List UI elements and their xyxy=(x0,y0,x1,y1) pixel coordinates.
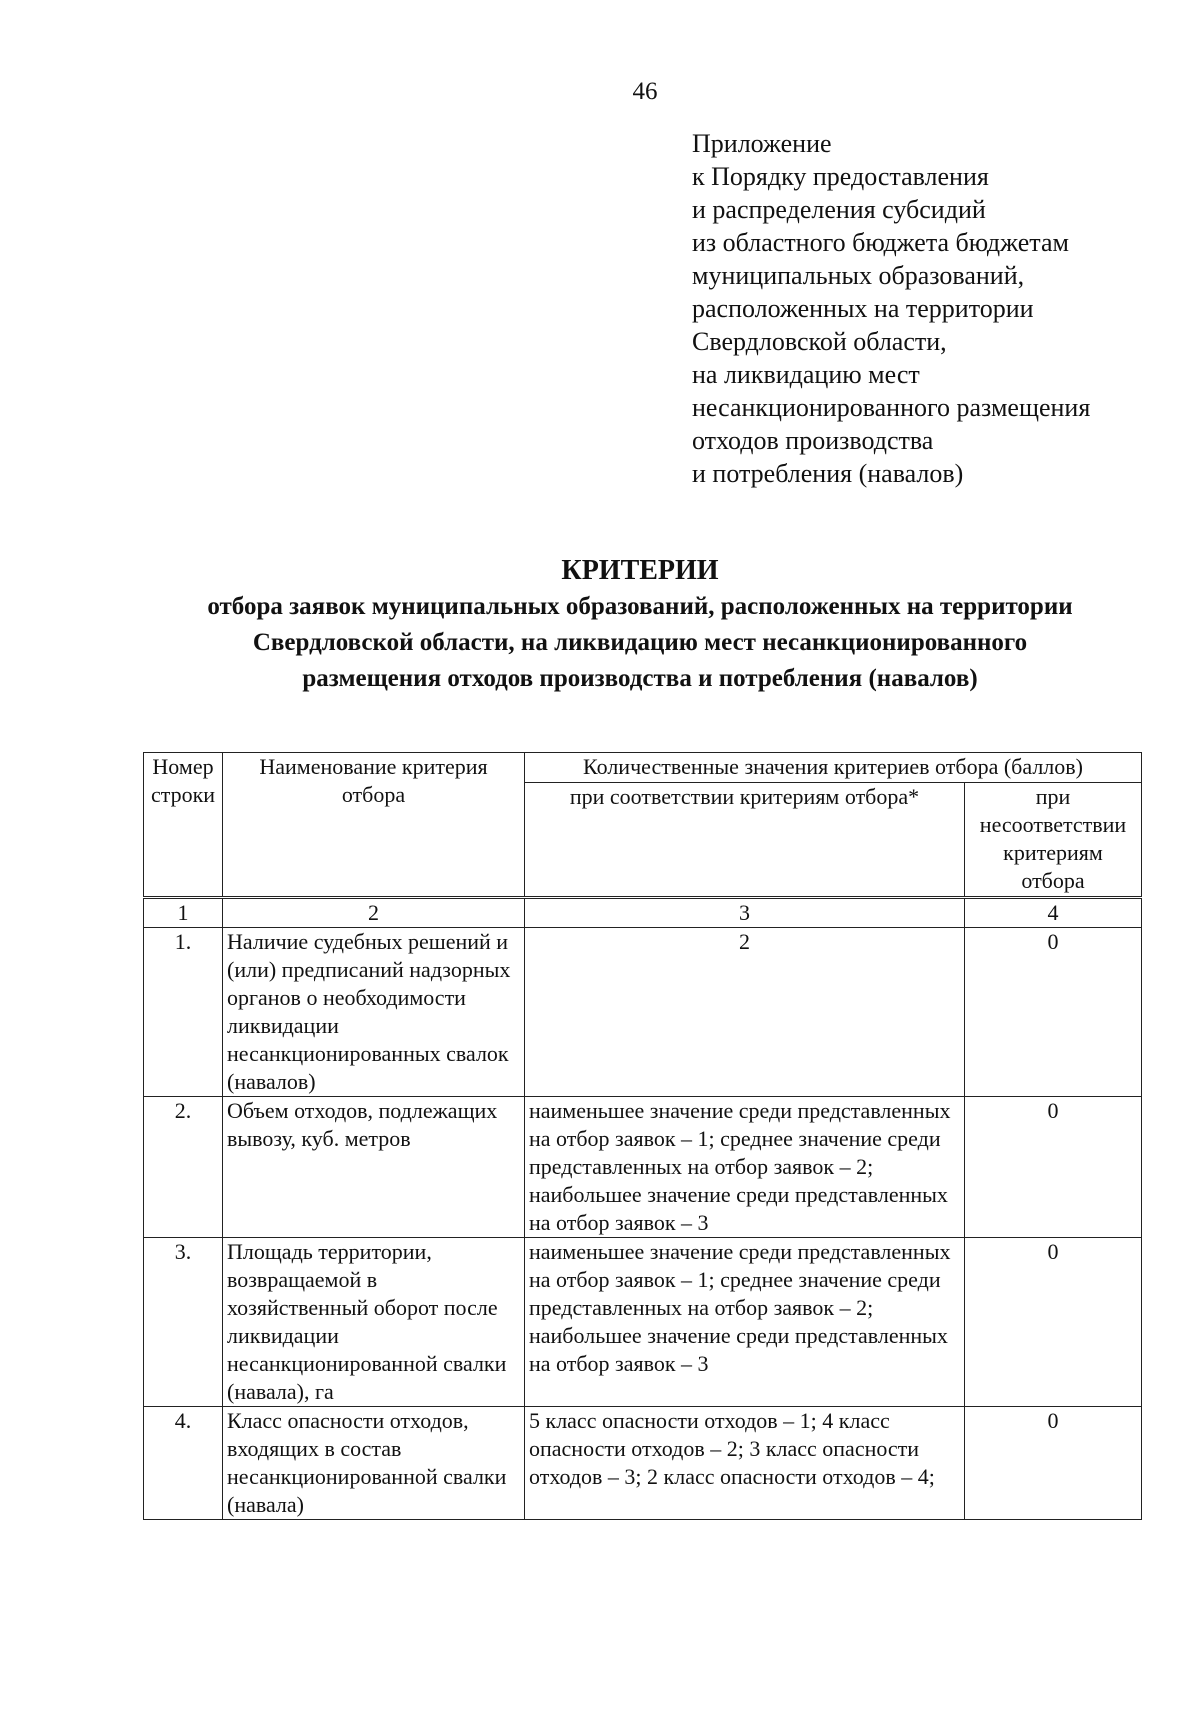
table-row xyxy=(144,1407,1142,1520)
appendix-block xyxy=(692,127,1172,490)
title-sub-line: отбора заявок муниципальных образований, расположенных на территории xyxy=(207,593,1073,620)
appendix-line: муниципальных образований, xyxy=(692,261,1025,290)
title-main: КРИТЕРИИ xyxy=(561,555,719,586)
appendix-line: на ликвидацию мест xyxy=(692,360,920,389)
match-value: 5 класс опасности отходов – 1; 4 класс опасности отходов – 2; 3 класс опасности отходов – 3; 2 класс опасности отходов – 4; xyxy=(525,1407,965,1520)
table-row xyxy=(144,1097,1142,1238)
appendix-line: к Порядку предоставления xyxy=(692,162,989,191)
appendix-line: расположенных на территории xyxy=(692,294,1034,323)
column-number: 4 xyxy=(965,899,1142,928)
criteria-table-body xyxy=(143,898,1142,1520)
appendix-line: из областного бюджета бюджетам xyxy=(692,228,1069,257)
title-sub-line: Свердловской области, на ликвидацию мест несанкционированного xyxy=(252,629,1028,656)
appendix-line: Свердловской области, xyxy=(692,327,947,356)
column-number: 2 xyxy=(223,899,525,928)
appendix-line: и потребления (навалов) xyxy=(692,459,964,488)
row-number: 2. xyxy=(144,1097,223,1238)
criterion-name: Наличие судебных решений и (или) предписаний надзорных органов о необходимости ликвидации несанкционированных свалок (навалов) xyxy=(223,928,525,1097)
row-number: 1. xyxy=(144,928,223,1097)
nomatch-value: 0 xyxy=(965,1238,1142,1407)
column-number: 3 xyxy=(525,899,965,928)
appendix-line: отходов производства xyxy=(692,426,934,455)
row-number: 3. xyxy=(144,1238,223,1407)
header-criterion-name: Наименование критерия отбора xyxy=(223,753,525,897)
document-title xyxy=(140,553,1140,697)
match-value: 2 xyxy=(525,928,965,1097)
header-match: при соответствии критериям отбора* xyxy=(525,783,965,897)
appendix-line: несанкционированного размещения xyxy=(692,393,1091,422)
page-number: 46 xyxy=(632,78,658,105)
table-row xyxy=(144,1238,1142,1407)
header-quantitative-values: Количественные значения критериев отбора (баллов) xyxy=(525,753,1142,783)
title-sub-line: размещения отходов производства и потребления (навалов) xyxy=(302,665,978,692)
criterion-name: Объем отходов, подлежащих вывозу, куб. метров xyxy=(223,1097,525,1238)
criteria-table-header xyxy=(143,752,1142,897)
column-number: 1 xyxy=(144,899,223,928)
table-row xyxy=(144,928,1142,1097)
column-numbering-row xyxy=(144,899,1142,928)
nomatch-value: 0 xyxy=(965,928,1142,1097)
appendix-line: Приложение xyxy=(692,129,832,158)
criterion-name: Площадь территории, возвращаемой в хозяйственный оборот после ликвидации несанкционированной свалки (навала), га xyxy=(223,1238,525,1407)
match-value: наименьшее значение среди представленных на отбор заявок – 1; среднее значение среди представленных на отбор заявок – 2; наибольшее значение среди представленных на отбор заявок – 3 xyxy=(525,1238,965,1407)
appendix-line: и распределения субсидий xyxy=(692,195,986,224)
criterion-name: Класс опасности отходов, входящих в состав несанкционированной свалки (навала) xyxy=(223,1407,525,1520)
row-number: 4. xyxy=(144,1407,223,1520)
header-row-number: Номер строки xyxy=(144,753,223,897)
nomatch-value: 0 xyxy=(965,1407,1142,1520)
nomatch-value: 0 xyxy=(965,1097,1142,1238)
match-value: наименьшее значение среди представленных на отбор заявок – 1; среднее значение среди представленных на отбор заявок – 2; наибольшее значение среди представленных на отбор заявок – 3 xyxy=(525,1097,965,1238)
header-nomatch: при несоответствии критериям отбора xyxy=(965,783,1142,897)
